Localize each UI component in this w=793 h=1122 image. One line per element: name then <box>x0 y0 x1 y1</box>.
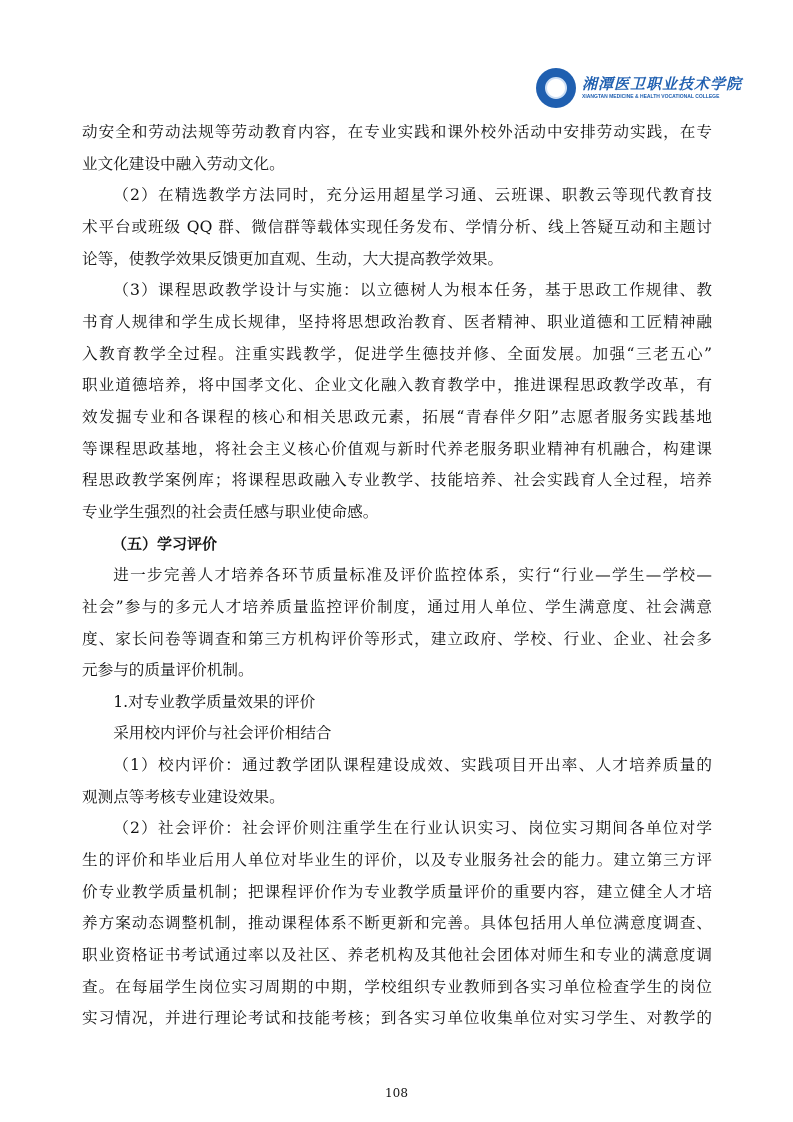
text-line: 查。在每届学生岗位实习周期的中期，学校组织专业教师到各实习单位检查学生的岗位 <box>82 977 712 996</box>
logo-english-name: XIANGTAN MEDICINE & HEALTH VOCATIONAL COLLEGE <box>582 94 720 100</box>
text-line: 价专业教学质量机制；把课程评价作为专业教学质量评价的重要内容，建立健全人才培 <box>82 882 712 901</box>
text-line: 职业资格证书考试通过率以及社区、养老机构及其他社会团体对师生和专业的满意度调 <box>82 946 712 965</box>
text-line: （1）校内评价：通过教学团队课程建设成效、实践项目开出率、人才培养质量的 <box>113 756 712 775</box>
logo-text <box>582 75 742 101</box>
document-body <box>82 119 712 1037</box>
section-heading: （五）学习评价 <box>112 534 218 553</box>
text-line: 社会”参与的多元人才培养质量监控评价制度，通过用人单位、学生满意度、社会满意 <box>82 597 712 616</box>
text-line: 专业学生强烈的社会责任感与职业使命感。 <box>82 502 379 521</box>
text-line: 入教育教学全过程。注重实践教学，促进学生德技并修、全面发展。加强“三老五心” <box>82 344 712 363</box>
college-seal-icon <box>536 68 576 108</box>
text-line: （3）课程思政教学设计与实施：以立德树人为根本任务，基于思政工作规律、教 <box>113 281 712 300</box>
text-line: 书育人规律和学生成长规律，坚持将思想政治教育、医者精神、职业道德和工匠精神融 <box>82 312 712 331</box>
text-line: 养方案动态调整机制，推动课程体系不断更新和完善。具体包括用人单位满意度调查、 <box>82 914 712 933</box>
text-line: 采用校内评价与社会评价相结合 <box>113 724 332 743</box>
text-line: 等课程思政基地，将社会主义核心价值观与新时代养老服务职业精神有机融合，构建课 <box>82 439 712 458</box>
text-line: （2）在精选教学方法同时，充分运用超星学习通、云班课、职教云等现代教育技 <box>113 186 712 205</box>
logo-chinese-name: 湘潭医卫职业技术学院 <box>582 75 743 93</box>
text-line: 效发掘专业和各课程的核心和相关思政元素，拓展“青春伴夕阳”志愿者服务实践基地 <box>82 407 712 426</box>
text-line: 程思政教学案例库；将课程思政融入专业教学、技能培养、社会实践育人全过程，培养 <box>82 471 712 490</box>
page-number: 108 <box>385 1086 408 1100</box>
text-line: 生的评价和毕业后用人单位对毕业生的评价，以及专业服务社会的能力。建立第三方评 <box>82 851 712 870</box>
text-line: 实习情况，并进行理论考试和技能考核；到各实习单位收集单位对实习学生、对教学的 <box>82 1009 712 1028</box>
text-line: 度、家长问卷等调查和第三方机构评价等形式，建立政府、学校、行业、企业、社会多 <box>82 629 712 648</box>
text-line: （2）社会评价：社会评价则注重学生在行业认识实习、岗位实习期间各单位对学 <box>113 819 712 838</box>
text-line: 1.对专业教学质量效果的评价 <box>113 692 316 711</box>
text-line: 元参与的质量评价机制。 <box>82 661 254 680</box>
text-line: 论等，使教学效果反馈更加直观、生动，大大提高教学效果。 <box>82 249 504 268</box>
text-line: 职业道德培养，将中国孝文化、企业文化融入教育教学中，推进课程思政教学改革，有 <box>82 376 712 395</box>
text-line: 术平台或班级 QQ 群、微信群等载体实现任务发布、学情分析、线上答疑互动和主题讨 <box>82 217 712 236</box>
text-line: 进一步完善人才培养各环节质量标准及评价监控体系，实行“行业—学生—学校— <box>113 566 712 585</box>
text-line: 业文化建设中融入劳动文化。 <box>82 154 285 173</box>
college-logo <box>536 68 742 108</box>
text-line: 观测点等考核专业建设效果。 <box>82 787 285 806</box>
text-line: 动安全和劳动法规等劳动教育内容，在专业实践和课外校外活动中安排劳动实践，在专 <box>82 123 712 141</box>
